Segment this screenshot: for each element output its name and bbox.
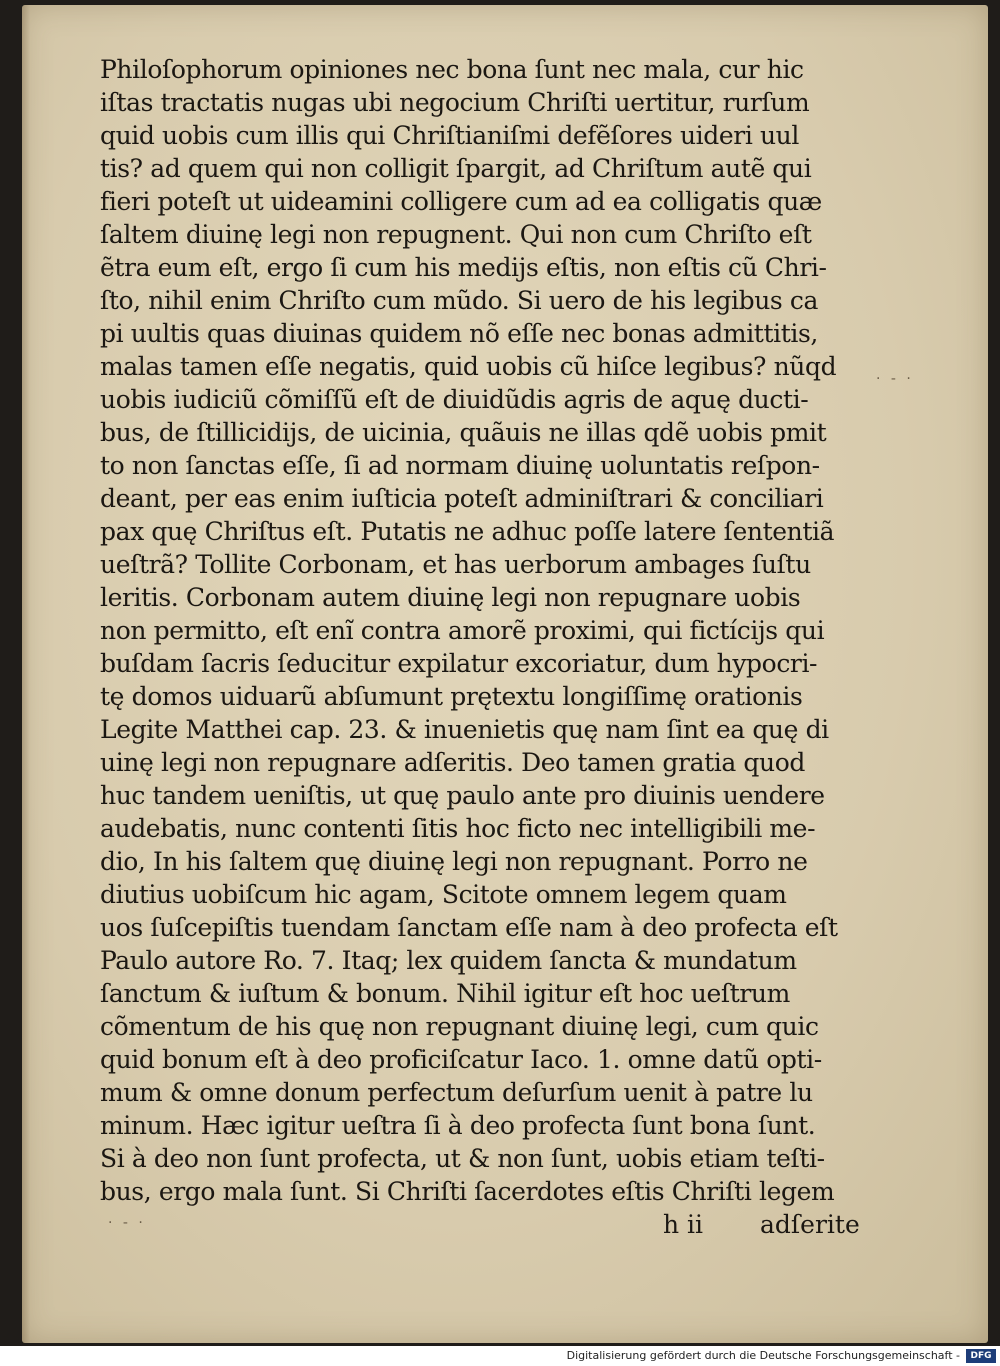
text-line: cõmentum de his quę non repugnant diuinę legi, cum quic <box>100 1012 819 1041</box>
text-line: ſanctum & iuſtum & bonum. Nihil igitur eſt hoc ueſtrum <box>100 979 790 1008</box>
digitization-credit-bar <box>0 1346 1000 1366</box>
text-line: buſdam ſacris ſeducitur expilatur excoriatur, dum hypocri- <box>100 649 818 678</box>
margin-ink-marks: · - · <box>108 1215 146 1231</box>
page-footer <box>100 1208 870 1241</box>
text-line: pax quę Chriſtus eſt. Putatis ne adhuc poſſe latere ſententiã <box>100 517 835 546</box>
text-line: Paulo autore Ro. 7. Itaq; lex quidem ſancta & mundatum <box>100 946 797 975</box>
text-line: leritis. Corbonam autem diuinę legi non repugnare uobis <box>100 583 801 612</box>
text-block <box>100 53 870 1208</box>
text-line: ſto, nihil enim Chriſto cum mũdo. Si uero de his legibus ca <box>100 286 818 315</box>
text-line: Philoſophorum opiniones nec bona ſunt nec mala, cur hic <box>100 55 804 84</box>
text-line: audebatis, nunc contenti ſitis hoc ficto nec intelligibili me- <box>100 814 816 843</box>
text-line: bus, ergo mala ſunt. Si Chriſti ſacerdotes eſtis Chriſti legem <box>100 1177 835 1206</box>
text-line: deant, per eas enim iuſticia poteſt adminiſtrari & conciliari <box>100 484 824 513</box>
text-line: minum. Hæc igitur ueſtra ſi à deo profecta ſunt bona ſunt. <box>100 1111 816 1140</box>
signature-mark: h ii <box>663 1210 704 1239</box>
text-line: non permitto, eſt enĩ contra amorẽ proximi, qui fictícijs qui <box>100 616 825 645</box>
text-line: mum & omne donum perfectum deſurſum uenit à patre lu <box>100 1078 813 1107</box>
text-line: tis? ad quem qui non colligit ſpargit, ad Chriſtum autẽ qui <box>100 154 812 183</box>
text-line: quid bonum eſt à deo proficiſcatur Iaco. 1. omne datũ opti- <box>100 1045 822 1074</box>
text-line: malas tamen eſſe negatis, quid uobis cũ hiſce legibus? nũqd <box>100 352 837 381</box>
text-line: iſtas tractatis nugas ubi negocium Chriſti uertitur, rurſum <box>100 88 810 117</box>
text-line: dio, In his ſaltem quę diuinę legi non repugnant. Porro ne <box>100 847 808 876</box>
text-line: ẽtra eum eſt, ergo ſi cum his medijs eſtis, non eſtis cũ Chri- <box>100 253 827 282</box>
text-line: huc tandem ueniſtis, ut quę paulo ante pro diuinis uendere <box>100 781 825 810</box>
text-line: uos ſuſcepiſtis tuendam ſanctam eſſe nam à deo profecta eſt <box>100 913 838 942</box>
page-edge-shadow <box>22 5 30 1343</box>
dfg-logo: DFG <box>966 1349 996 1363</box>
text-line: pi uultis quas diuinas quidem nõ eſſe nec bonas admittitis, <box>100 319 818 348</box>
catchword: adſerite <box>760 1210 860 1239</box>
book-page <box>22 5 988 1343</box>
text-line: ſaltem diuinę legi non repugnent. Qui non cum Chriſto eſt <box>100 220 812 249</box>
text-line: Si à deo non ſunt profecta, ut & non ſunt, uobis etiam teſti- <box>100 1144 825 1173</box>
digitization-credit-text: Digitalisierung gefördert durch die Deutsche Forschungsgemeinschaft - <box>566 1349 960 1362</box>
text-line: Legite Matthei cap. 23. & inuenietis quę nam ſint ea quę di <box>100 715 829 744</box>
text-line: to non ſanctas eſſe, ſi ad normam diuinę uoluntatis reſpon- <box>100 451 820 480</box>
text-line: tę domos uiduarũ abſumunt prętextu longiſſimę orationis <box>100 682 803 711</box>
margin-ink-marks: · - · <box>876 371 914 387</box>
text-line: quid uobis cum illis qui Chriſtianiſmi defẽſores uideri uul <box>100 121 799 150</box>
text-line: uinę legi non repugnare adſeritis. Deo tamen gratia quod <box>100 748 805 777</box>
text-line: bus, de ſtillicidijs, de uicinia, quãuis ne illas qdẽ uobis pmit <box>100 418 827 447</box>
text-line: diutius uobiſcum hic agam, Scitote omnem legem quam <box>100 880 787 909</box>
text-line: uobis iudiciũ cõmiſſũ eſt de diuidũdis agris de aquę ducti- <box>100 385 809 414</box>
text-line: fieri poteſt ut uideamini colligere cum ad ea colligatis quæ <box>100 187 822 216</box>
text-line: ueſtrã? Tollite Corbonam, et has uerborum ambages ſuſtu <box>100 550 811 579</box>
